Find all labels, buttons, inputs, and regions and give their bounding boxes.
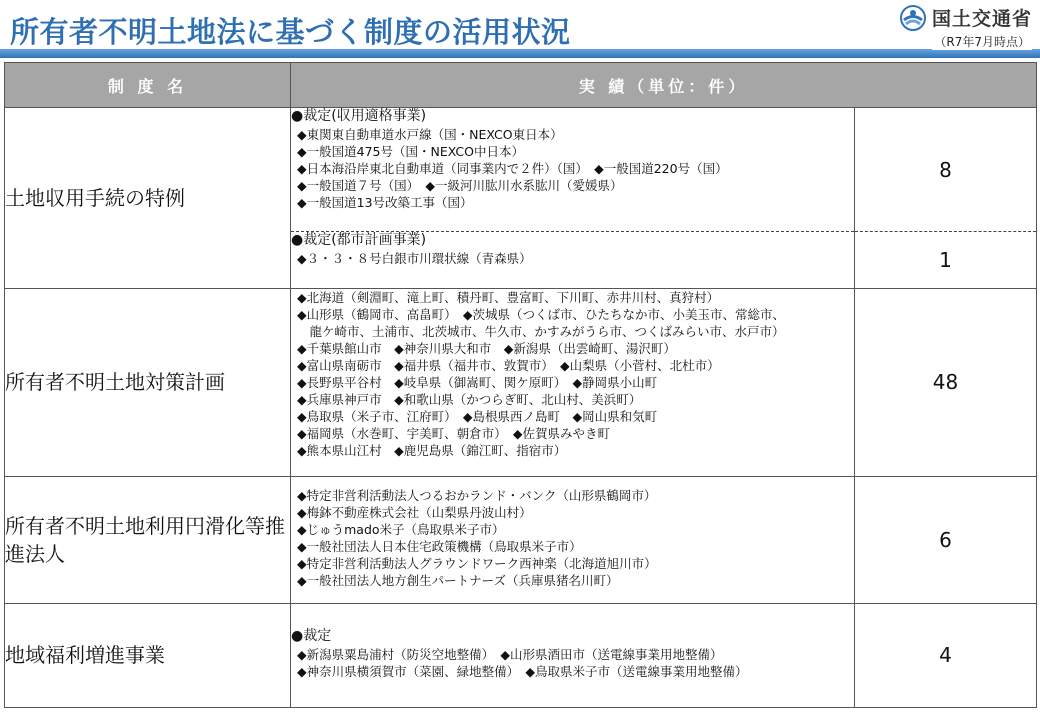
list-item: ◆特定非営利活動法人グラウンドワーク西神楽（北海道旭川市） [297, 555, 657, 571]
table-row [5, 476, 1037, 603]
group-heading: ●裁定 [291, 627, 332, 644]
list-item: ◆神奈川県横須賀市（菜園、緑地整備） ◆鳥取県米子市（送電線事業用地整備） [297, 663, 748, 679]
list-item: ◆一般国道13号改築工事（国） [297, 195, 473, 210]
ministry-name: 国土交通省 [931, 8, 1032, 30]
list-item: ◆日本海沿岸東北自動車道（同事業内で２件）（国） ◆一般国道220号（国） [297, 161, 728, 176]
list-item: ◆じゅうmado米子（鳥取県米子市） [297, 521, 505, 537]
count-value: 6 [855, 476, 1037, 603]
list-item: 龍ケ崎市、土浦市、北茨城市、牛久市、かすみがうら市、つくばみらい市、水戸市） [297, 324, 785, 340]
system-name: 所有者不明土地利用円滑化等推進法人 [5, 476, 291, 603]
list-item: ◆北海道（剣淵町、滝上町、積丹町、豊富町、下川町、赤井川村、真狩村） [297, 290, 720, 306]
results-detail [291, 603, 855, 707]
list-item: ◆福岡県（水巻町、宇美町、朝倉市） ◆佐賀県みやき町 [297, 426, 610, 442]
group-heading: ●裁定(都市計画事業) [291, 232, 427, 249]
results-detail [291, 232, 855, 289]
list-item: ◆千葉県館山市 ◆神奈川県大和市 ◆新潟県（出雲崎町、湯沢町） [297, 341, 676, 357]
column-header-name: 制 度 名 [5, 63, 291, 108]
count-value: 1 [855, 232, 1037, 289]
results-detail [291, 289, 855, 476]
system-name: 所有者不明土地対策計画 [5, 289, 291, 476]
count-value: 8 [855, 108, 1037, 232]
list-item: ◆特定非営利活動法人つるおかランド・バンク（山形県鶴岡市） [297, 487, 657, 503]
list-item: ◆一般国道７号（国） ◆一級河川肱川水系肱川（愛媛県） [297, 178, 623, 193]
page-title: 所有者不明土地法に基づく制度の活用状況 [10, 15, 571, 49]
table-row [5, 108, 1037, 232]
column-header-results: 実 績（単位：件） [291, 63, 1037, 108]
count-value: 48 [855, 289, 1037, 476]
table-header-row [5, 63, 1037, 108]
as-of-date: （R7年7月時点） [934, 35, 1030, 49]
list-item: ◆一般社団法人地方創生パートナーズ（兵庫県猪名川町） [297, 572, 619, 588]
mlit-logo-icon [900, 5, 926, 31]
list-item: ◆鳥取県（米子市、江府町） ◆島根県西ノ島町 ◆岡山県和気町 [297, 409, 658, 425]
system-name: 地域福利増進事業 [5, 603, 291, 707]
system-name: 土地収用手続の特例 [5, 108, 291, 289]
table-row [5, 603, 1037, 707]
list-item: ◆３・３・８号白銀市川環状線（青森県） [297, 251, 532, 267]
list-item: ◆一般国道475号（国・NEXCO中日本） [297, 144, 524, 159]
results-detail [291, 108, 855, 232]
table-row [5, 289, 1037, 476]
list-item: ◆長野県平谷村 ◆岐阜県（御嵩町、関ケ原町） ◆静岡県小山町 [297, 375, 658, 391]
list-item: ◆東関東自動車道水戸線（国・NEXCO東日本） [297, 127, 563, 142]
group-heading: ●裁定(収用適格事業) [291, 108, 427, 124]
results-detail [291, 476, 855, 603]
title-underline [0, 49, 1040, 58]
list-item: ◆梅鉢不動産株式会社（山梨県丹波山村） [297, 504, 532, 520]
list-item: ◆富山県南砺市 ◆福井県（福井市、敦賀市） ◆山梨県（小菅村、北杜市） [297, 358, 720, 374]
list-item: ◆山形県（鶴岡市、高畠町） ◆茨城県（つくば市、ひたちなか市、小美玉市、常総市、 [297, 307, 785, 323]
list-item: ◆兵庫県神戸市 ◆和歌山県（かつらぎ町、北山村、美浜町） [297, 392, 642, 408]
count-value: 4 [855, 603, 1037, 707]
list-item: ◆新潟県粟島浦村（防災空地整備） ◆山形県酒田市（送電線事業用地整備） [297, 646, 723, 662]
list-item: ◆熊本県山江村 ◆鹿児島県（錦江町、指宿市） [297, 443, 567, 459]
ministry-logo [900, 4, 1032, 31]
system-usage-table [4, 62, 1037, 708]
list-item: ◆一般社団法人日本住宅政策機構（鳥取県米子市） [297, 538, 582, 554]
